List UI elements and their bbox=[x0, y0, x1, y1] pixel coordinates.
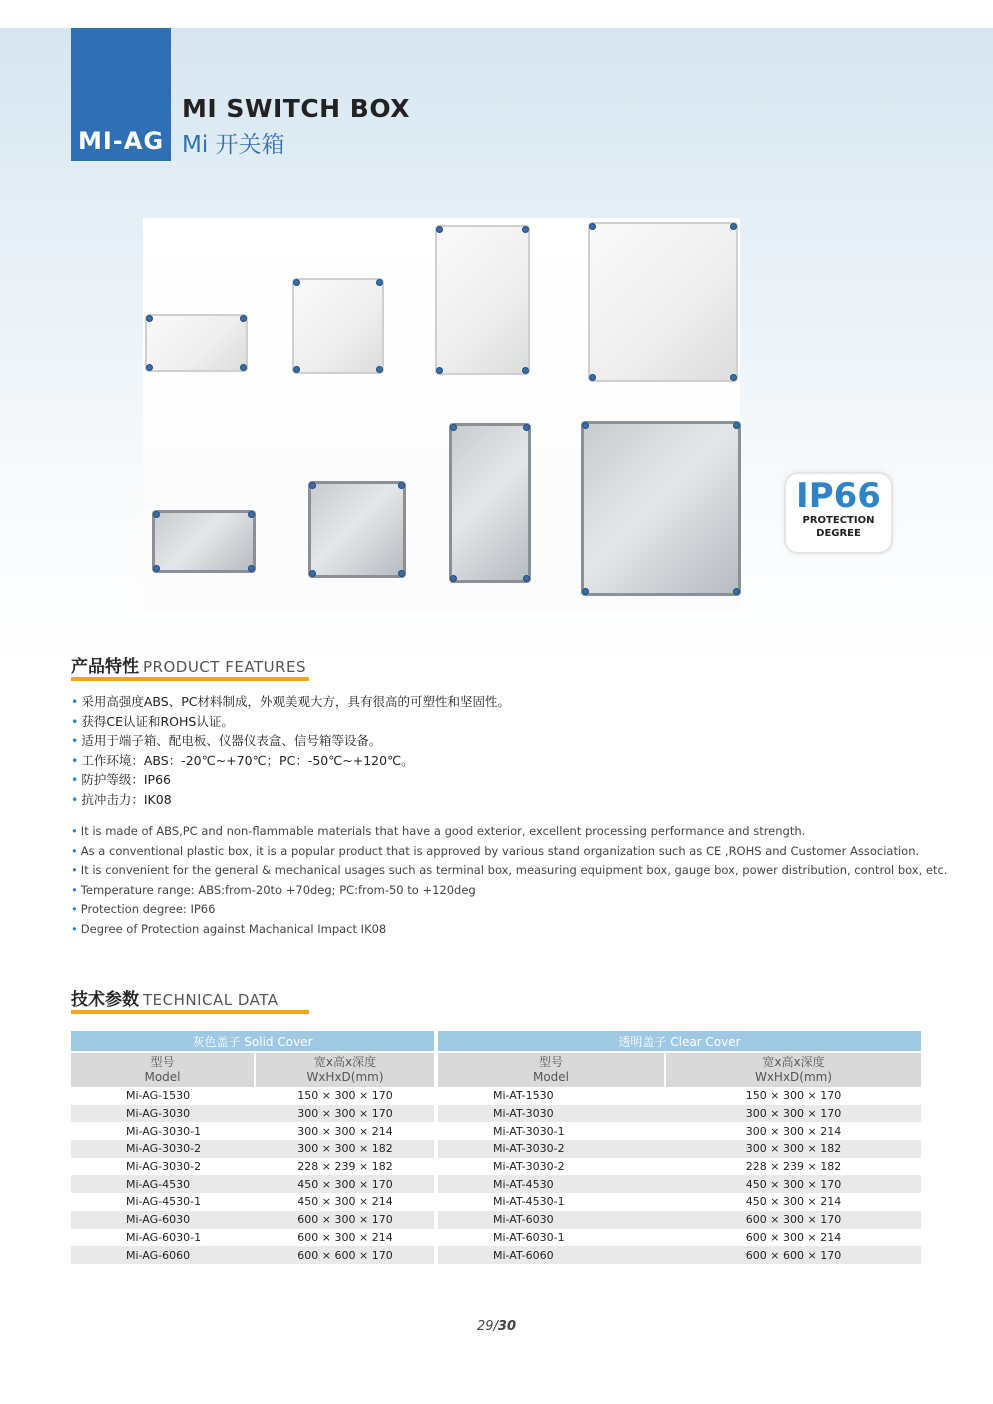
column-header-model: 型号 Model bbox=[438, 1051, 666, 1087]
table-row: Mi-AG-6030-1 600 × 300 × 214 Mi-AT-6030-1 600 × 300 × 214 bbox=[71, 1229, 921, 1247]
table-row: Mi-AG-3030-2 228 × 239 × 182 Mi-AT-3030-2 228 × 239 × 182 bbox=[71, 1158, 921, 1176]
ip66-badge bbox=[784, 472, 893, 554]
list-item: • Temperature range: ABS:from-20to +70deg; PC:from-50 to +120deg bbox=[71, 882, 476, 897]
list-item: • Degree of Protection against Machanical Impact IK08 bbox=[71, 921, 387, 936]
table-row: Mi-AG-4530 450 × 300 × 170 Mi-AT-4530 450 × 300 × 170 bbox=[71, 1175, 921, 1193]
list-item: • 获得CE认证和ROHS认证。 bbox=[71, 713, 234, 729]
column-header-dimensions: 宽x高x深度 WxHxD(mm) bbox=[666, 1051, 921, 1087]
clear-box-4530 bbox=[449, 423, 531, 583]
ip-label-line1: PROTECTION bbox=[802, 515, 875, 526]
table-row: Mi-AG-6060 600 × 600 × 170 Mi-AT-6060 600 × 600 × 170 bbox=[71, 1246, 921, 1264]
solid-box-6060 bbox=[588, 222, 738, 382]
product-photo bbox=[143, 218, 740, 610]
solid-box-4530 bbox=[435, 225, 530, 375]
list-item: • It is convenient for the general & mechanical usages such as terminal box, measuring equipment box, gauge box, power distribution, control box, etc. bbox=[71, 863, 948, 877]
clear-box-6060 bbox=[581, 421, 741, 596]
table-row: Mi-AG-3030-1 300 × 300 × 214 Mi-AT-3030-1 300 × 300 × 214 bbox=[71, 1122, 921, 1140]
list-item: • 抗冲击力：IK08 bbox=[71, 791, 172, 807]
clear-box-1530 bbox=[152, 510, 256, 573]
table-row: Mi-AG-6030 600 × 300 × 170 Mi-AT-6030 600 × 300 × 170 bbox=[71, 1211, 921, 1229]
list-item: • 适用于端子箱、配电板、仪器仪表盒、信号箱等设备。 bbox=[71, 733, 382, 748]
list-item: • As a conventional plastic box, it is a popular product that is approved by various stand organization such as CE ,ROHS and Customer Association. bbox=[71, 843, 920, 858]
features-title-cn: 产品特性 bbox=[71, 657, 139, 677]
solid-box-3030 bbox=[292, 278, 384, 374]
group-header-clear: 透明盖子 Clear Cover bbox=[438, 1031, 921, 1051]
features-underline bbox=[71, 677, 309, 681]
column-header-dimensions: 宽x高x深度 WxHxD(mm) bbox=[256, 1051, 438, 1087]
list-item: • Protection degree: IP66 bbox=[71, 902, 216, 916]
technical-title-cn: 技术参数 bbox=[71, 990, 139, 1010]
group-header-solid: 灰色盖子 Solid Cover bbox=[71, 1031, 438, 1051]
features-title-en: PRODUCT FEATURES bbox=[143, 658, 306, 676]
series-tag-label: MI-AG bbox=[77, 127, 165, 155]
ip-label-line2: DEGREE bbox=[816, 528, 861, 539]
page-title-en: MI SWITCH BOX bbox=[182, 94, 410, 123]
page-number: 29/30 bbox=[476, 1319, 517, 1334]
features-heading bbox=[71, 652, 306, 677]
list-item: • 工作环境：ABS：-20℃~+70℃；PC：-50℃~+120℃。 bbox=[71, 752, 414, 768]
table-row: Mi-AG-3030 300 × 300 × 170 Mi-AT-3030 300 × 300 × 170 bbox=[71, 1105, 921, 1123]
page-title-cn: Mi 开关箱 bbox=[182, 132, 285, 158]
technical-underline bbox=[71, 1010, 309, 1014]
features-list-en bbox=[71, 822, 948, 939]
features-list-cn bbox=[71, 692, 510, 809]
table-row: Mi-AG-4530-1 450 × 300 × 214 Mi-AT-4530-1 450 × 300 × 214 bbox=[71, 1193, 921, 1211]
technical-data-table bbox=[71, 1031, 921, 1264]
list-item: • 采用高强度ABS、PC材料制成，外观美观大方，具有很高的可塑性和坚固性。 bbox=[71, 694, 510, 709]
clear-box-3030 bbox=[308, 481, 406, 578]
technical-heading bbox=[71, 985, 279, 1010]
list-item: • 防护等级：IP66 bbox=[71, 772, 172, 787]
table-row: Mi-AG-3030-2 300 × 300 × 182 Mi-AT-3030-2 300 × 300 × 182 bbox=[71, 1140, 921, 1158]
column-header-model: 型号 Model bbox=[71, 1051, 256, 1087]
series-tag bbox=[71, 28, 171, 161]
table-row: Mi-AG-1530 150 × 300 × 170 Mi-AT-1530 150 × 300 × 170 bbox=[71, 1087, 921, 1105]
technical-title-en: TECHNICAL DATA bbox=[143, 991, 279, 1009]
ip-rating: IP66 bbox=[796, 476, 881, 516]
list-item: • It is made of ABS,PC and non-flammable materials that have a good exterior, excellent processing performance and strength. bbox=[71, 824, 806, 838]
solid-box-1530 bbox=[145, 314, 248, 372]
